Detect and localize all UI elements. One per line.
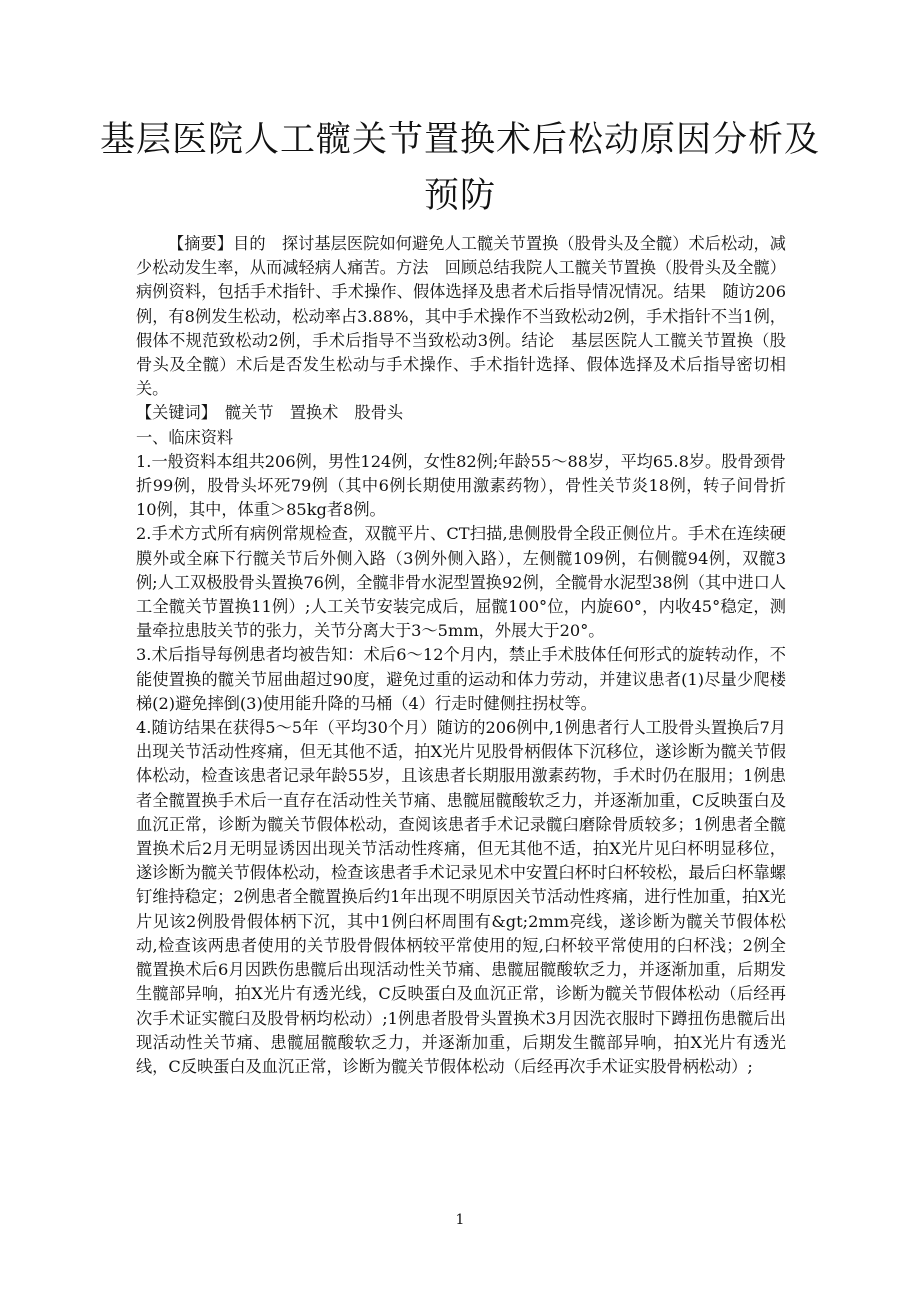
section-heading: 一、临床资料 xyxy=(136,427,234,447)
page-number: 1 xyxy=(455,1212,465,1228)
followup-results-paragraph: 4.随访结果在获得5～5年（平均30个月）随访的206例中,1例患者行人工股骨头置换后7月出现关节活动性疼痛，但无其他不适，拍X光片见股骨柄假体下沉移位，遂诊断为髋关节假体松动，检查该患者记录年龄55岁，且该患者长期服用激素药物，手术时仍在服用；1例患者全髋置换手术后一直存在活动性关节痛、患髋屈髋酸软乏力，并逐渐加重，C反映蛋白及血沉正常，诊断为髋关节假体松动，查阅该患者手术记录髋臼磨除骨质较多；1例患者全髋置换术后2月无明显诱因出现关节活动性疼痛，但无其他不适，拍X光片见臼杯明显移位，遂诊断为髋关节假体松动，检查该患者手术记录见术中安置臼杯时臼杯较松，最后臼杯靠螺钉维持稳定；2例患者全髋置换后约1年出现不明原因关节活动性疼痛，进行性加重，拍X光片见该2例股骨假体柄下沉，其中1例臼杯周围有&gt;2mm亮线，遂诊断为髋关节假体松动,检查该两患者使用的关节股骨假体柄较平常使用的短,臼杯较平常使用的臼杯浅；2例全髋置换术后6月因跌伤患髋后出现活动性关节痛、患髋屈髋酸软乏力，并逐渐加重，后期发生髋部异响，拍X光片有透光线，C反映蛋白及血沉正常，诊断为髋关节假体松动（后经再次手术证实髋臼及股骨柄均松动）;1例患者股骨头置换术3月因洗衣服时下蹲扭伤患髋后出现活动性关节痛、患髋屈髋酸软乏力，并逐渐加重，后期发生髋部异响，拍X光片有透光线，C反映蛋白及血沉正常，诊断为髋关节假体松动（后经再次手术证实股骨柄松动）; xyxy=(136,718,786,1076)
postop-guidance-paragraph: 3.术后指导每例患者均被告知：术后6～12个月内，禁止手术肢体任何形式的旋转动作，不能使置换的髋关节屈曲超过90度，避免过重的运动和体力劳动，并建议患者(1)尽量少爬楼梯(2)避免摔倒(3)使用能升降的马桶（4）行走时健侧拄拐杖等。 xyxy=(136,645,786,713)
keywords-line: 【关键词】 髋关节 置换术 股骨头 xyxy=(136,403,404,423)
paper-body xyxy=(136,232,786,1079)
paper-title: 基层医院人工髋关节置换术后松动原因分析及预防 xyxy=(100,120,821,216)
general-data-paragraph: 1.一般资料本组共206例，男性124例，女性82例;年龄55～88岁，平均65.8岁。股骨颈骨折99例，股骨头坏死79例（其中6例长期使用激素药物），骨性关节炎18例，转子间骨折10例，其中，体重＞85kg者8例。 xyxy=(136,451,786,520)
abstract-paragraph: 【摘要】目的 探讨基层医院如何避免人工髋关节置换（股骨头及全髋）术后松动，减少松动发生率，从而减轻病人痛苦。方法 回顾总结我院人工髋关节置换（股骨头及全髋）病例资料，包括手术指针、手术操作、假体选择及患者术后指导情况情况。结果 随访206例，有8例发生松动，松动率占3.88%，其中手术操作不当致松动2例，手术指针不当1例，假体不规范致松动2例，手术后指导不当致松动3例。结论 基层医院人工髋关节置换（股骨头及全髋）术后是否发生松动与手术操作、手术指针选择、假体选择及术后指导密切相关。 xyxy=(136,234,786,399)
surgery-method-paragraph: 2.手术方式所有病例常规检查，双髋平片、CT扫描,患侧股骨全段正侧位片。手术在连续硬膜外或全麻下行髋关节后外侧入路（3例外侧入路），左侧髋109例，右侧髋94例，双髋3例;人工双极股骨头置换76例，全髋非骨水泥型置换92例，全髋骨水泥型38例（其中进口人工全髋关节置换11例）;人工关节安装完成后，屈髋100°位，内旋60°，内收45°稳定，测量牵拉患肢关节的张力，关节分离大于3～5mm，外展大于20°。 xyxy=(136,524,786,641)
